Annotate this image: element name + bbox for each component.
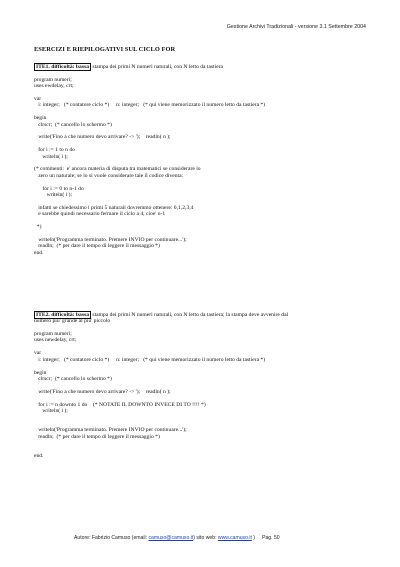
code-line: program numeri; xyxy=(34,76,72,83)
code-line: for i := 0 to n-1 do xyxy=(34,185,84,192)
exercise-2-description: stampa dei primi N numeri naturali, con N letto da tastiera; la stampa deve avvenire dal xyxy=(91,312,289,318)
code-line: clrscr; (* cancello lo schermo *) xyxy=(34,375,112,382)
exercise-1-description: stampa dei primi N numeri naturali, con N letto da tastiera xyxy=(91,64,224,70)
code-line: writeln('Programma terminato. Premere INVIO per continuare...'); xyxy=(34,236,187,243)
footer-email-link[interactable]: camuso@camuso.it xyxy=(148,535,194,541)
footer-site-label: ) sito web: xyxy=(193,535,218,541)
footer-page-number: ) Pag. 50 xyxy=(251,535,280,541)
code-line: program numeri; xyxy=(34,331,72,338)
code-line: write('Fino a che numero devo arrivare? -> '); readln( n ); xyxy=(34,134,171,141)
code-line: write('Fino a che numero devo arrivare? -> '); readln( n ); xyxy=(34,388,171,395)
exercise-2-label: ITE2. difficoltà: bassa xyxy=(36,312,89,318)
exercise-2-description-cont: numero piu' grande al piu' piccolo xyxy=(34,318,111,325)
code-line: for i := 1 to n do xyxy=(34,147,75,154)
code-line: e sarebbe quindi necessario fermare il ciclo a 4, cioe' n-1 xyxy=(34,211,166,218)
code-line: var xyxy=(34,95,42,102)
exercise-1 xyxy=(34,64,374,256)
exercise-1-code xyxy=(34,77,374,257)
code-line: writeln( i ); xyxy=(34,192,73,199)
code-line: end. xyxy=(34,249,44,256)
code-line: *) xyxy=(34,224,42,231)
code-line: clrscr; (* cancello lo schermo *) xyxy=(34,121,112,128)
code-line: writeln('Programma terminato. Premere INVIO per continuare...'); xyxy=(34,427,187,434)
code-line: uses newdelay, crt; xyxy=(34,337,77,344)
code-line: zero un naturale; se lo si vuole considerare tale il codice diventa: xyxy=(34,172,184,179)
code-line: (* commenti: e' ancora materia di disputa tra matematici se considerare lo xyxy=(34,166,201,173)
footer-author: Autore: Fabrizio Camuso (email: xyxy=(74,535,149,541)
code-line: readln; (* per dare il tempo di leggere il messaggio *) xyxy=(34,243,160,250)
code-line: begin xyxy=(34,115,47,122)
code-line: begin xyxy=(34,369,47,376)
code-line: writeln( i ); xyxy=(34,153,68,160)
code-line: writeln( i ); xyxy=(34,407,68,414)
section-title: ESERCIZI E RIEPILOGATIVI SUL CICLO FOR xyxy=(34,46,176,53)
footer-site-link[interactable]: www.camuso.it xyxy=(217,535,252,541)
running-header: Gestione Archivi Tradizionali - versione 3.1 Settembre 2004 xyxy=(226,24,366,30)
code-line: infatti se chiedessimo i primi 5 naturali dovremmo ottenere: 0,1,2,3,4 xyxy=(34,204,194,211)
code-line: i: integer; (* contatore ciclo *) n: integer; (* qui viene memorizzato il numero letto da tastiera *) xyxy=(34,356,266,363)
exercise-2-code xyxy=(34,331,374,459)
code-line: readln; (* per dare il tempo di leggere il messaggio *) xyxy=(34,433,160,440)
code-line: uses ewdelay, crt; xyxy=(34,83,74,90)
exercise-1-label: ITE1. difficoltà: bassa xyxy=(36,64,89,70)
code-line: for i := n downto 1 do (* NOTATE IL DOWNTO INVECE DI TO !!!! *) xyxy=(34,401,206,408)
code-line: var xyxy=(34,350,42,357)
code-line: end. xyxy=(34,452,44,459)
page-footer xyxy=(74,536,280,542)
code-line: i: integer; (* contatore ciclo *) n: integer; (* qui viene memorizzato il numero letto da tastiera *) xyxy=(34,102,266,109)
exercise-2 xyxy=(34,312,374,459)
